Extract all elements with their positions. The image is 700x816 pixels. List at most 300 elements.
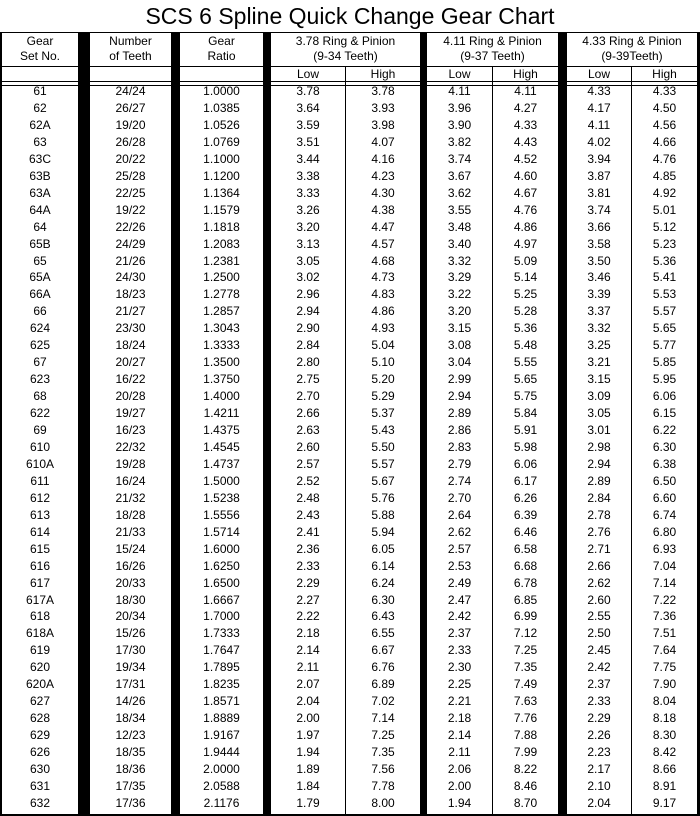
cell-gear-ratio: 1.4000 bbox=[203, 389, 240, 404]
table-row bbox=[0, 168, 700, 185]
cell-gear-set: 63 bbox=[33, 134, 47, 149]
cell-378-high: 3.78 bbox=[371, 84, 395, 98]
cell-number-of-teeth: 21/27 bbox=[115, 304, 146, 319]
cell-gear-set: 617A bbox=[25, 592, 55, 607]
cell-gear-set: 610A bbox=[25, 456, 55, 471]
cell-411-high: 5.09 bbox=[513, 253, 538, 268]
table-row bbox=[0, 524, 700, 541]
subheader-group3 bbox=[567, 67, 697, 81]
cell-gear-ratio: 1.6250 bbox=[203, 558, 240, 573]
chart-title: SCS 6 Spline Quick Change Gear Chart bbox=[0, 0, 700, 32]
cell-433-low: 2.45 bbox=[587, 643, 611, 658]
cell-378-low: 2.22 bbox=[296, 609, 320, 624]
cell-411-high: 4.86 bbox=[513, 219, 538, 234]
cell-gear-set: 622 bbox=[29, 406, 51, 421]
table-row bbox=[0, 744, 700, 761]
cell-number-of-teeth: 21/33 bbox=[115, 524, 146, 539]
cell-433-high: 6.22 bbox=[652, 423, 677, 437]
cell-gear-set: 620 bbox=[29, 660, 51, 675]
cell-411-high: 7.25 bbox=[513, 643, 538, 658]
cell-433-high: 5.65 bbox=[652, 321, 677, 336]
cell-gear-ratio: 1.2381 bbox=[203, 253, 240, 268]
cell-411-low: 2.14 bbox=[447, 728, 472, 743]
cell-433-low: 2.78 bbox=[587, 507, 611, 522]
cell-433-high: 6.80 bbox=[652, 524, 677, 539]
cell-411-high: 6.26 bbox=[513, 490, 538, 505]
cell-number-of-teeth: 25/28 bbox=[115, 168, 146, 183]
cell-378-low: 3.20 bbox=[296, 219, 320, 234]
cell-378-high: 7.25 bbox=[371, 728, 395, 743]
cell-433-high: 8.91 bbox=[652, 778, 677, 793]
cell-gear-set: 624 bbox=[29, 321, 51, 336]
cell-378-low: 2.11 bbox=[296, 660, 320, 675]
cell-433-low: 3.87 bbox=[587, 168, 611, 183]
cell-378-low: 2.96 bbox=[296, 287, 320, 302]
cell-433-high: 6.50 bbox=[652, 473, 677, 488]
cell-378-high: 4.16 bbox=[371, 151, 395, 166]
cell-411-high: 6.46 bbox=[513, 524, 538, 539]
subheader-blank bbox=[2, 67, 78, 81]
cell-433-high: 7.51 bbox=[652, 626, 677, 641]
cell-433-low: 4.11 bbox=[587, 117, 611, 132]
cell-378-high: 6.67 bbox=[371, 643, 395, 658]
cell-433-high: 4.66 bbox=[652, 134, 677, 149]
cell-433-high: 6.30 bbox=[652, 439, 677, 454]
group-header-divider bbox=[271, 66, 697, 67]
cell-gear-ratio: 1.0385 bbox=[203, 100, 240, 115]
cell-411-high: 6.17 bbox=[513, 473, 538, 488]
cell-378-high: 5.37 bbox=[371, 406, 395, 421]
cell-411-high: 7.12 bbox=[513, 626, 538, 641]
cell-433-low: 2.33 bbox=[587, 694, 611, 709]
table-row bbox=[0, 320, 700, 337]
cell-378-low: 2.60 bbox=[296, 439, 320, 454]
cell-number-of-teeth: 20/22 bbox=[115, 151, 146, 166]
cell-411-low: 2.57 bbox=[447, 541, 472, 556]
table-row bbox=[0, 253, 700, 270]
cell-378-low: 1.84 bbox=[296, 778, 320, 793]
table-row bbox=[0, 405, 700, 422]
cell-gear-ratio: 1.4545 bbox=[203, 439, 240, 454]
cell-411-low: 3.48 bbox=[447, 219, 472, 234]
cell-378-high: 4.68 bbox=[371, 253, 395, 268]
cell-gear-set: 65A bbox=[29, 270, 51, 285]
cell-433-low: 2.66 bbox=[587, 558, 611, 573]
cell-gear-set: 631 bbox=[29, 778, 51, 793]
cell-411-high: 4.67 bbox=[513, 185, 538, 200]
cell-433-low: 2.60 bbox=[587, 592, 611, 607]
cell-number-of-teeth: 18/35 bbox=[115, 745, 146, 760]
cell-433-low: 3.05 bbox=[587, 406, 611, 421]
cell-number-of-teeth: 14/26 bbox=[115, 694, 146, 709]
cell-378-high: 6.24 bbox=[371, 575, 395, 590]
cell-411-low: 3.62 bbox=[447, 185, 472, 200]
cell-411-low: 2.25 bbox=[447, 677, 472, 692]
cell-433-high: 7.14 bbox=[652, 575, 677, 590]
cell-number-of-teeth: 20/28 bbox=[115, 389, 146, 404]
cell-433-low: 2.26 bbox=[587, 728, 611, 743]
cell-411-high: 5.55 bbox=[513, 355, 538, 370]
cell-gear-ratio: 1.5000 bbox=[203, 473, 240, 488]
cell-number-of-teeth: 22/26 bbox=[115, 219, 146, 234]
cell-411-high: 7.88 bbox=[513, 728, 538, 743]
cell-411-low: 2.42 bbox=[447, 609, 472, 624]
cell-gear-set: 629 bbox=[29, 728, 51, 743]
table-row bbox=[0, 676, 700, 693]
cell-number-of-teeth: 16/23 bbox=[115, 423, 146, 437]
cell-gear-set: 610 bbox=[29, 439, 51, 454]
table-row bbox=[0, 642, 700, 659]
cell-378-low: 2.04 bbox=[296, 694, 320, 709]
cell-gear-ratio: 1.1000 bbox=[203, 151, 240, 166]
cell-411-low: 3.29 bbox=[447, 270, 472, 285]
cell-433-high: 9.17 bbox=[652, 795, 677, 810]
cell-378-low: 3.02 bbox=[296, 270, 320, 285]
cell-433-high: 5.85 bbox=[652, 355, 677, 370]
cell-433-low: 3.58 bbox=[587, 236, 611, 251]
cell-number-of-teeth: 16/26 bbox=[115, 558, 146, 573]
cell-gear-ratio: 1.1200 bbox=[203, 168, 240, 183]
cell-378-low: 2.84 bbox=[296, 338, 320, 353]
cell-411-low: 2.83 bbox=[447, 439, 472, 454]
subheader-high: High bbox=[652, 67, 677, 81]
cell-number-of-teeth: 17/31 bbox=[115, 677, 146, 692]
cell-gear-ratio: 2.0000 bbox=[203, 762, 240, 776]
cell-gear-ratio: 1.3043 bbox=[203, 321, 240, 336]
cell-411-high: 6.39 bbox=[513, 507, 538, 522]
cell-gear-set: 69 bbox=[33, 423, 47, 437]
cell-378-high: 5.29 bbox=[371, 389, 395, 404]
cell-433-high: 8.18 bbox=[652, 711, 677, 726]
cell-433-low: 3.66 bbox=[587, 219, 611, 234]
header-gear-ratio: Gear Ratio bbox=[180, 33, 263, 66]
table-row bbox=[0, 337, 700, 354]
cell-378-low: 3.13 bbox=[296, 236, 320, 251]
cell-gear-ratio: 1.6500 bbox=[203, 575, 240, 590]
cell-411-low: 1.94 bbox=[447, 795, 472, 810]
cell-411-low: 2.18 bbox=[447, 711, 472, 726]
table-row bbox=[0, 727, 700, 744]
cell-378-high: 7.35 bbox=[371, 745, 395, 760]
cell-378-low: 2.36 bbox=[296, 541, 320, 556]
cell-433-high: 5.95 bbox=[652, 372, 677, 387]
subheader-low: Low bbox=[448, 67, 471, 81]
cell-378-high: 5.10 bbox=[371, 355, 395, 370]
cell-378-low: 3.44 bbox=[296, 151, 320, 166]
cell-gear-ratio: 1.2083 bbox=[203, 236, 240, 251]
cell-378-high: 6.14 bbox=[371, 558, 395, 573]
cell-378-high: 6.43 bbox=[371, 609, 395, 624]
cell-378-high: 5.04 bbox=[371, 338, 395, 353]
table-row bbox=[0, 710, 700, 727]
cell-gear-ratio: 1.1818 bbox=[203, 219, 240, 234]
cell-378-low: 3.78 bbox=[296, 84, 320, 98]
cell-gear-ratio: 1.3333 bbox=[203, 338, 240, 353]
cell-gear-ratio: 1.5714 bbox=[203, 524, 240, 539]
subheader-blank bbox=[180, 67, 263, 81]
cell-gear-set: 632 bbox=[29, 795, 51, 810]
cell-378-low: 2.14 bbox=[296, 643, 320, 658]
cell-378-high: 4.07 bbox=[371, 134, 395, 149]
cell-378-high: 5.43 bbox=[371, 423, 395, 437]
cell-411-low: 2.79 bbox=[447, 456, 472, 471]
table-row bbox=[0, 117, 700, 134]
cell-378-high: 5.88 bbox=[371, 507, 395, 522]
table-row bbox=[0, 490, 700, 507]
cell-number-of-teeth: 18/28 bbox=[115, 507, 146, 522]
cell-gear-ratio: 1.9444 bbox=[203, 745, 240, 760]
cell-378-low: 3.26 bbox=[296, 202, 320, 217]
cell-411-high: 6.58 bbox=[513, 541, 538, 556]
cell-433-low: 3.37 bbox=[587, 304, 611, 319]
cell-433-high: 7.90 bbox=[652, 677, 677, 692]
cell-number-of-teeth: 22/25 bbox=[115, 185, 146, 200]
cell-gear-set: 626 bbox=[29, 745, 51, 760]
cell-number-of-teeth: 12/23 bbox=[115, 728, 146, 743]
cell-378-low: 1.97 bbox=[296, 728, 320, 743]
table-row bbox=[0, 83, 700, 100]
cell-433-low: 2.29 bbox=[587, 711, 611, 726]
cell-433-high: 5.41 bbox=[652, 270, 677, 285]
cell-number-of-teeth: 17/30 bbox=[115, 643, 146, 658]
cell-411-high: 4.97 bbox=[513, 236, 538, 251]
cell-433-low: 2.42 bbox=[587, 660, 611, 675]
cell-411-high: 5.28 bbox=[513, 304, 538, 319]
cell-433-low: 2.94 bbox=[587, 456, 611, 471]
cell-gear-set: 64 bbox=[33, 219, 47, 234]
cell-number-of-teeth: 26/28 bbox=[115, 134, 146, 149]
cell-411-low: 3.32 bbox=[447, 253, 472, 268]
cell-378-low: 3.38 bbox=[296, 168, 320, 183]
cell-433-high: 5.53 bbox=[652, 287, 677, 302]
cell-gear-set: 66 bbox=[33, 304, 47, 319]
cell-411-high: 4.52 bbox=[513, 151, 538, 166]
cell-gear-set: 618 bbox=[29, 609, 51, 624]
cell-378-high: 7.78 bbox=[371, 778, 395, 793]
header-411-ring-pinion: 4.11 Ring & Pinion (9-37 Teeth) bbox=[427, 33, 558, 66]
cell-433-low: 3.25 bbox=[587, 338, 611, 353]
cell-378-high: 5.76 bbox=[371, 490, 395, 505]
cell-378-high: 4.93 bbox=[371, 321, 395, 336]
cell-378-low: 3.64 bbox=[296, 100, 320, 115]
cell-433-high: 6.06 bbox=[652, 389, 677, 404]
cell-number-of-teeth: 24/30 bbox=[115, 270, 146, 285]
cell-378-high: 5.50 bbox=[371, 439, 395, 454]
cell-gear-set: 63C bbox=[28, 151, 51, 166]
cell-378-low: 2.07 bbox=[296, 677, 320, 692]
cell-433-high: 5.57 bbox=[652, 304, 677, 319]
cell-378-high: 5.67 bbox=[371, 473, 395, 488]
cell-433-high: 8.30 bbox=[652, 728, 677, 743]
subheader-low: Low bbox=[296, 67, 319, 81]
cell-433-high: 5.77 bbox=[652, 338, 677, 353]
cell-number-of-teeth: 15/24 bbox=[115, 541, 146, 556]
cell-378-high: 7.14 bbox=[371, 711, 395, 726]
cell-378-low: 2.52 bbox=[296, 473, 320, 488]
cell-378-high: 6.30 bbox=[371, 592, 395, 607]
cell-433-low: 2.04 bbox=[587, 795, 611, 810]
cell-gear-set: 67 bbox=[33, 355, 47, 370]
cell-411-high: 4.60 bbox=[513, 168, 538, 183]
cell-378-high: 6.76 bbox=[371, 660, 395, 675]
cell-411-low: 2.00 bbox=[447, 778, 472, 793]
table-row bbox=[0, 592, 700, 609]
cell-433-low: 2.10 bbox=[587, 778, 611, 793]
cell-411-low: 2.86 bbox=[447, 423, 472, 437]
table-row bbox=[0, 439, 700, 456]
cell-411-high: 6.85 bbox=[513, 592, 538, 607]
cell-378-high: 7.02 bbox=[371, 694, 395, 709]
cell-411-low: 2.37 bbox=[447, 626, 472, 641]
cell-number-of-teeth: 18/24 bbox=[115, 338, 146, 353]
cell-433-low: 4.02 bbox=[587, 134, 611, 149]
cell-433-low: 3.39 bbox=[587, 287, 611, 302]
table-row bbox=[0, 371, 700, 388]
cell-378-low: 2.57 bbox=[296, 456, 320, 471]
table-row bbox=[0, 354, 700, 371]
table-row bbox=[0, 659, 700, 676]
cell-433-high: 4.33 bbox=[652, 84, 677, 98]
cell-378-high: 4.86 bbox=[371, 304, 395, 319]
cell-378-low: 1.79 bbox=[296, 795, 320, 810]
cell-number-of-teeth: 21/32 bbox=[115, 490, 146, 505]
cell-378-low: 2.18 bbox=[296, 626, 320, 641]
cell-378-low: 2.43 bbox=[296, 507, 320, 522]
table-row bbox=[0, 303, 700, 320]
cell-433-low: 3.50 bbox=[587, 253, 611, 268]
cell-411-low: 2.70 bbox=[447, 490, 472, 505]
cell-433-high: 6.74 bbox=[652, 507, 677, 522]
cell-433-high: 8.42 bbox=[652, 745, 677, 760]
cell-433-high: 7.36 bbox=[652, 609, 677, 624]
cell-411-low: 3.15 bbox=[447, 321, 472, 336]
table-row bbox=[0, 558, 700, 575]
cell-433-high: 8.04 bbox=[652, 694, 677, 709]
cell-gear-set: 66A bbox=[29, 287, 51, 302]
cell-378-low: 2.66 bbox=[296, 406, 320, 421]
cell-gear-set: 617 bbox=[29, 575, 51, 590]
cell-number-of-teeth: 26/27 bbox=[115, 100, 146, 115]
cell-433-high: 8.66 bbox=[652, 762, 677, 776]
cell-378-low: 3.59 bbox=[296, 117, 320, 132]
cell-378-high: 4.73 bbox=[371, 270, 395, 285]
cell-number-of-teeth: 19/34 bbox=[115, 660, 146, 675]
cell-433-low: 3.15 bbox=[587, 372, 611, 387]
cell-433-low: 2.23 bbox=[587, 745, 611, 760]
cell-gear-set: 619 bbox=[29, 643, 51, 658]
cell-gear-set: 613 bbox=[29, 507, 51, 522]
cell-gear-set: 630 bbox=[29, 762, 51, 776]
cell-411-low: 4.11 bbox=[448, 84, 471, 98]
cell-gear-ratio: 1.4211 bbox=[203, 406, 240, 421]
cell-433-high: 4.50 bbox=[652, 100, 677, 115]
cell-number-of-teeth: 20/27 bbox=[115, 355, 146, 370]
cell-433-low: 2.84 bbox=[587, 490, 611, 505]
cell-433-high: 4.76 bbox=[652, 151, 677, 166]
cell-gear-ratio: 1.4375 bbox=[203, 423, 240, 437]
cell-number-of-teeth: 24/24 bbox=[115, 84, 146, 98]
cell-433-high: 4.85 bbox=[652, 168, 677, 183]
cell-411-low: 2.06 bbox=[447, 762, 472, 776]
cell-gear-set: 618A bbox=[25, 626, 55, 641]
cell-gear-set: 628 bbox=[29, 711, 51, 726]
cell-378-high: 4.30 bbox=[371, 185, 395, 200]
cell-411-low: 2.33 bbox=[447, 643, 472, 658]
cell-411-high: 7.99 bbox=[513, 745, 538, 760]
cell-433-low: 3.46 bbox=[587, 270, 611, 285]
cell-411-low: 3.04 bbox=[447, 355, 472, 370]
cell-gear-ratio: 1.7895 bbox=[203, 660, 240, 675]
cell-gear-ratio: 1.0526 bbox=[203, 117, 240, 132]
cell-378-high: 4.38 bbox=[371, 202, 395, 217]
table-row bbox=[0, 286, 700, 303]
table-row bbox=[0, 507, 700, 524]
cell-411-high: 5.36 bbox=[513, 321, 538, 336]
cell-411-high: 6.06 bbox=[513, 456, 538, 471]
cell-gear-set: 627 bbox=[29, 694, 51, 709]
cell-378-low: 2.27 bbox=[296, 592, 320, 607]
table-row bbox=[0, 778, 700, 795]
table-row bbox=[0, 236, 700, 253]
cell-411-low: 2.11 bbox=[448, 745, 471, 760]
cell-gear-ratio: 1.0000 bbox=[203, 84, 240, 98]
cell-378-high: 5.94 bbox=[371, 524, 395, 539]
cell-number-of-teeth: 15/26 bbox=[115, 626, 146, 641]
cell-gear-ratio: 1.5238 bbox=[203, 490, 240, 505]
cell-433-high: 4.92 bbox=[652, 185, 677, 200]
cell-gear-ratio: 1.4737 bbox=[203, 456, 240, 471]
cell-gear-set: 65 bbox=[33, 253, 47, 268]
cell-gear-set: 615 bbox=[29, 541, 51, 556]
table-row bbox=[0, 185, 700, 202]
cell-378-low: 2.41 bbox=[296, 524, 320, 539]
cell-gear-ratio: 1.2857 bbox=[203, 304, 240, 319]
header-number-of-teeth: Number of Teeth bbox=[90, 33, 171, 66]
subheader-high: High bbox=[513, 67, 538, 81]
cell-433-low: 3.81 bbox=[587, 185, 611, 200]
cell-433-low: 2.71 bbox=[587, 541, 611, 556]
cell-433-low: 2.50 bbox=[587, 626, 611, 641]
cell-433-high: 7.75 bbox=[652, 660, 677, 675]
cell-number-of-teeth: 16/24 bbox=[115, 473, 146, 488]
cell-411-low: 2.53 bbox=[447, 558, 472, 573]
cell-411-high: 6.68 bbox=[513, 558, 538, 573]
cell-378-low: 2.75 bbox=[296, 372, 320, 387]
cell-433-high: 6.38 bbox=[652, 456, 677, 471]
cell-411-low: 2.89 bbox=[447, 406, 472, 421]
cell-gear-ratio: 1.6667 bbox=[203, 592, 240, 607]
cell-gear-ratio: 1.3500 bbox=[203, 355, 240, 370]
cell-378-low: 2.90 bbox=[296, 321, 320, 336]
cell-gear-set: 64A bbox=[29, 202, 51, 217]
cell-378-low: 3.05 bbox=[296, 253, 320, 268]
cell-number-of-teeth: 18/30 bbox=[115, 592, 146, 607]
cell-411-low: 2.99 bbox=[447, 372, 472, 387]
cell-378-high: 3.93 bbox=[371, 100, 395, 115]
cell-378-high: 4.57 bbox=[371, 236, 395, 251]
cell-433-high: 5.12 bbox=[652, 219, 677, 234]
cell-433-high: 6.60 bbox=[652, 490, 677, 505]
cell-433-high: 5.36 bbox=[652, 253, 677, 268]
table-row bbox=[0, 575, 700, 592]
cell-433-low: 4.33 bbox=[587, 84, 611, 98]
cell-433-high: 5.23 bbox=[652, 236, 677, 251]
cell-411-low: 3.74 bbox=[447, 151, 472, 166]
cell-433-low: 2.76 bbox=[587, 524, 611, 539]
cell-411-high: 7.35 bbox=[513, 660, 538, 675]
cell-gear-ratio: 1.2500 bbox=[203, 270, 240, 285]
cell-411-high: 5.25 bbox=[513, 287, 538, 302]
